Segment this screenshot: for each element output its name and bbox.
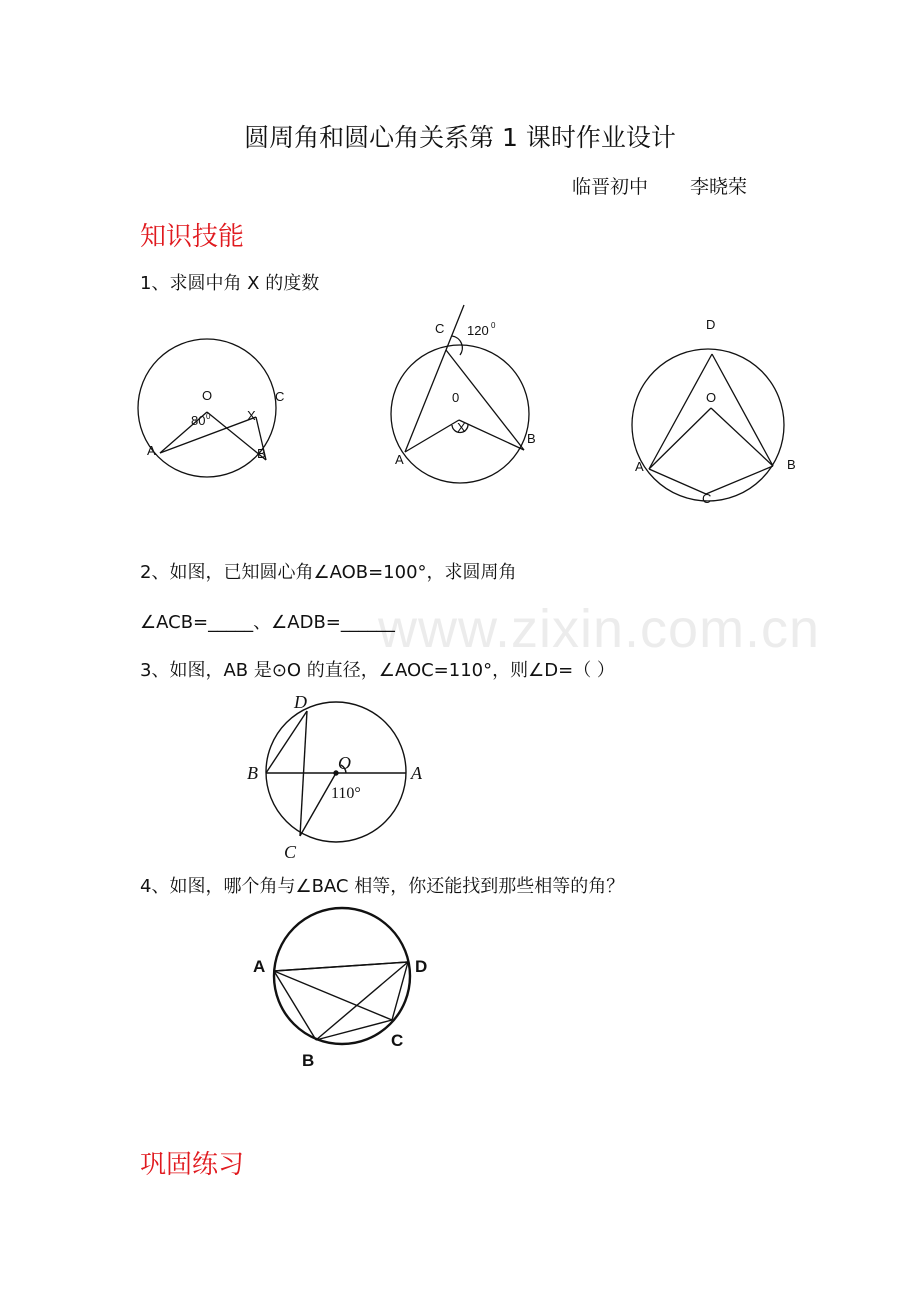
question-3: 3、如图，AB 是⊙O 的直径，∠AOC=110°，则∠D=（ ）: [140, 660, 615, 681]
figure-2-label-c: C: [435, 321, 445, 336]
figure-5-circle: [274, 908, 410, 1044]
author-name: 李晓荣: [690, 176, 748, 198]
figure-3-label-d: D: [706, 317, 716, 332]
figure-5-chord-ac: [274, 971, 392, 1020]
figure-3-label-b: B: [787, 457, 796, 472]
page-title: 圆周角和圆心角关系第 1 课时作业设计: [244, 123, 676, 152]
figure-3-chord-cb: [706, 466, 773, 494]
figure-5-chord-ad-2: [274, 962, 408, 971]
figure-5-label-c: C: [391, 1031, 404, 1050]
school-name: 临晋初中: [572, 176, 649, 198]
figure-1: [138, 339, 284, 477]
figure-2-angle-label: 120: [467, 323, 489, 338]
figure-1-label-b: B: [257, 446, 266, 461]
figure-2-x-label: X: [457, 420, 466, 435]
watermark: www.zixin.com.cn: [378, 599, 821, 659]
figure-2-degree-mark: 0: [491, 321, 496, 330]
figure-3-chord-db: [712, 354, 773, 466]
figure-2-radius-ob: [459, 420, 524, 450]
figure-4-label-a: A: [411, 763, 422, 783]
figure-2: [391, 305, 536, 483]
figure-1-chord-ac: [160, 417, 256, 453]
figure-4-label-c: C: [284, 842, 297, 862]
figure-4-label-o: O: [338, 753, 351, 773]
figure-2-label-b: B: [527, 431, 536, 446]
figure-5-label-a: A: [253, 957, 266, 976]
section-practice: 巩固练习: [140, 1150, 245, 1180]
figure-3-radius-oa: [649, 408, 711, 469]
figure-3-chord-da: [649, 354, 712, 469]
figure-1-label-c: C: [275, 389, 285, 404]
figure-4: [247, 692, 423, 862]
figure-2-radius-oa: [405, 420, 459, 452]
figure-1-angle-label: 80: [191, 413, 206, 428]
figure-5: [253, 908, 427, 1070]
question-4: 4、如图，哪个角与∠BAC 相等，你还能找到那些相等的角？: [140, 876, 625, 897]
question-2-line-1: 2、如图，已知圆心角∠AOB=100°，求圆周角: [140, 562, 517, 583]
figure-1-degree-mark: 0: [206, 412, 211, 421]
figure-5-label-b: B: [302, 1051, 315, 1070]
figure-1-x-label: X: [247, 408, 256, 423]
question-1: 1、求圆中角 X 的度数: [140, 273, 320, 294]
figure-4-label-b: B: [247, 763, 258, 783]
figure-3-circle: [632, 349, 784, 501]
question-2-line-2: ∠ACB=_____、∠ADB=______: [140, 612, 395, 633]
figure-4-radius-oc: [300, 773, 336, 836]
figure-3-label-c: C: [702, 491, 712, 506]
section-knowledge: 知识技能: [140, 222, 245, 252]
figure-2-label-o: 0: [452, 390, 460, 405]
figure-4-label-d: D: [294, 692, 307, 712]
figure-1-label-o: O: [202, 388, 213, 403]
figure-2-label-a: A: [395, 452, 404, 467]
figure-3-radius-ob: [711, 408, 773, 466]
figure-3-label-a: A: [635, 459, 644, 474]
figure-2-circle: [391, 345, 529, 483]
figure-4-angle-label: 110°: [331, 785, 361, 802]
figure-3: [632, 317, 796, 506]
figure-3-label-o: O: [706, 390, 717, 405]
figure-5-label-d: D: [415, 957, 428, 976]
figure-1-label-a: A: [147, 443, 156, 458]
